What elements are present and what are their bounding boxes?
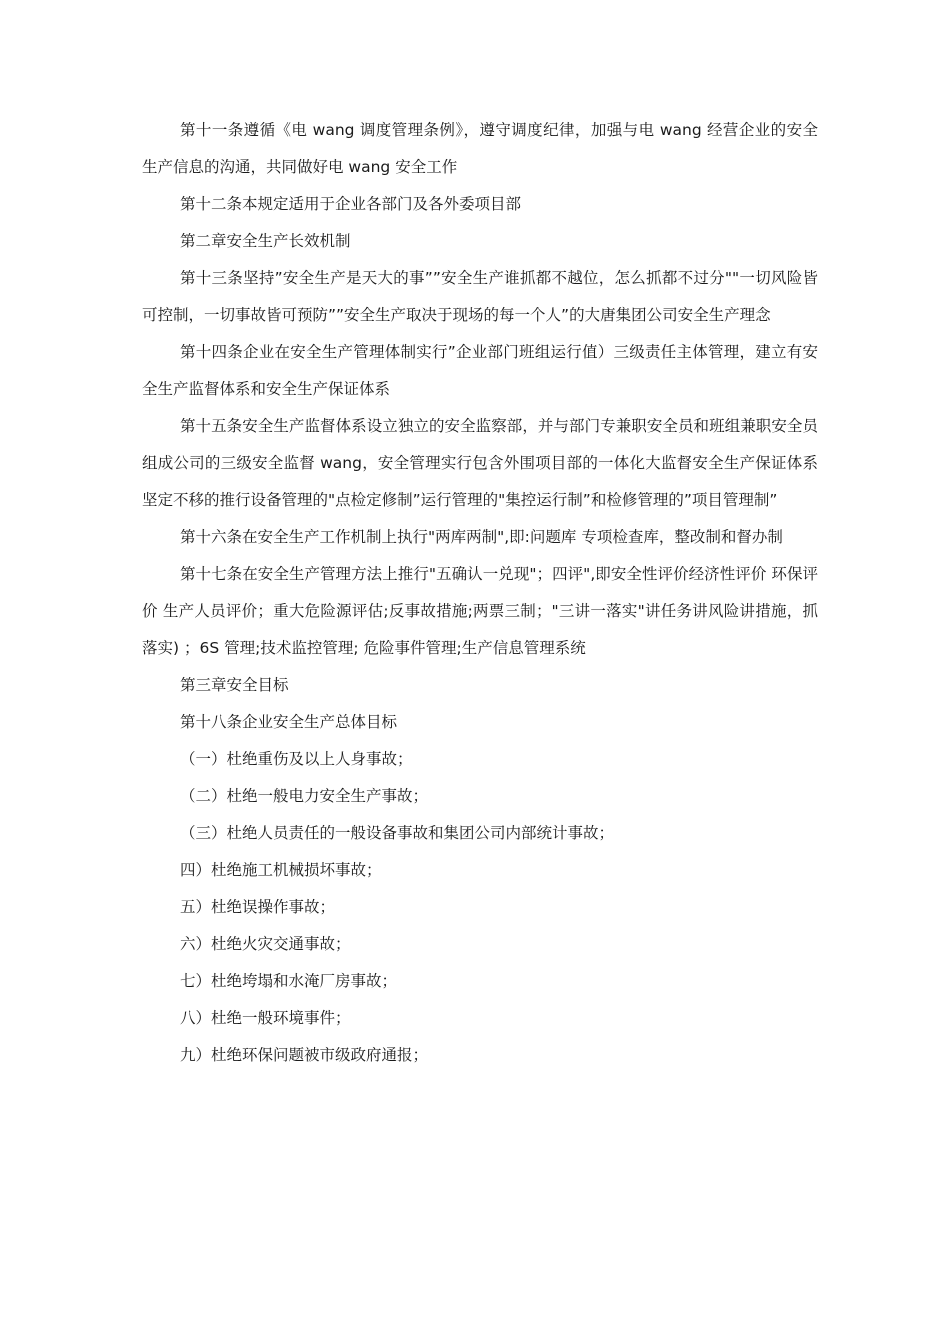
paragraph-article-12: 第十二条本规定适用于企业各部门及各外委项目部 <box>180 195 522 213</box>
target-item-2: （二）杜绝一般电力安全生产事故； <box>180 787 429 805</box>
target-item-6: 六）杜绝火灾交通事故； <box>180 935 351 953</box>
target-item-5: 五）杜绝误操作事故； <box>180 898 336 916</box>
paragraph-article-17: 第十七条在安全生产管理方法上推行"五确认一兑现"；四评",即安全性评价经济性评价 环保评价 生产人员评价；重大危险源评估;反事故措施;两票三制；"三讲一落实"讲任务讲风险讲措施，抓落实) ；6S 管理;技术监控管理; 危险事件管理;生产信息管理系统 <box>142 565 818 657</box>
paragraph-article-15: 第十五条安全生产监督体系设立独立的安全监察部，并与部门专兼职安全员和班组兼职安全员组成公司的三级安全监督 wang，安全管理实行包含外围项目部的一体化大监督安全生产保证体系坚定不移的推行设备管理的"点检定修制”运行管理的"集控运行制”和检修管理的”项目管理制” <box>142 417 818 509</box>
target-item-4: 四）杜绝施工机械损坏事故； <box>180 861 382 879</box>
target-item-7: 七）杜绝垮塌和水淹厂房事故； <box>180 972 398 990</box>
document-body <box>142 112 818 1074</box>
target-item-1: （一）杜绝重伤及以上人身事故； <box>180 750 413 768</box>
target-item-8: 八）杜绝一般环境事件； <box>180 1009 351 1027</box>
paragraph-article-14: 第十四条企业在安全生产管理体制实行”企业部门班组运行值）三级责任主体管理，建立有安全生产监督体系和安全生产保证体系 <box>142 343 818 398</box>
paragraph-article-11: 第十一条遵循《电 wang 调度管理条例》，遵守调度纪律，加强与电 wang 经营企业的安全生产信息的沟通，共同做好电 wang 安全工作 <box>142 121 818 176</box>
paragraph-article-18: 第十八条企业安全生产总体目标 <box>180 713 398 731</box>
chapter-2-heading: 第二章安全生产长效机制 <box>180 232 351 250</box>
chapter-3-heading: 第三章安全目标 <box>180 676 289 694</box>
target-item-9: 九）杜绝环保问题被市级政府通报； <box>180 1046 429 1064</box>
target-item-3: （三）杜绝人员责任的一般设备事故和集团公司内部统计事故； <box>180 824 615 842</box>
paragraph-article-13: 第十三条坚持”安全生产是天大的事””安全生产谁抓都不越位，怎么抓都不过分""一切风险皆可控制，一切事故皆可预防””安全生产取决于现场的每一个人”的大唐集团公司安全生产理念 <box>142 269 818 324</box>
paragraph-article-16: 第十六条在安全生产工作机制上执行"两库两制",即:问题库 专项检查库，整改制和督办制 <box>180 528 783 546</box>
